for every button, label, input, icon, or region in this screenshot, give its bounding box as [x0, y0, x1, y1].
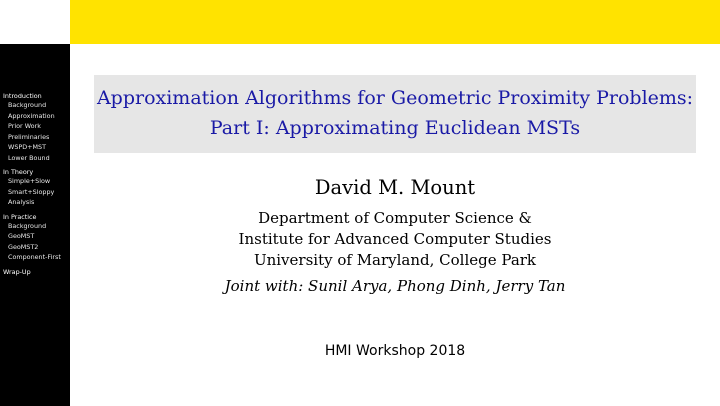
nav-item-component-first[interactable]: Component-First — [8, 253, 61, 261]
nav-section-wrap-up[interactable]: Wrap-Up — [3, 267, 31, 276]
nav-item-geomst2[interactable]: GeoMST2 — [8, 242, 39, 251]
slide-title-line-2: Part I: Approximating Euclidean MSTs — [209, 117, 581, 139]
joint-authors: Joint with: Sunil Arya, Phong Dinh, Jerry Tan — [224, 277, 566, 295]
nav-list — [3, 92, 69, 276]
header-bar — [0, 0, 720, 44]
title-box — [94, 75, 696, 153]
nav-item-lower-bound[interactable]: Lower Bound — [8, 153, 50, 162]
nav-item-preliminaries[interactable]: Preliminaries — [8, 132, 50, 141]
nav-item-prior-work[interactable]: Prior Work — [8, 122, 41, 130]
affiliation-line-3: University of Maryland, College Park — [253, 251, 537, 269]
nav-item-background-2[interactable]: Background — [8, 221, 47, 230]
event-name: HMI Workshop 2018 — [324, 343, 466, 359]
nav-item-background[interactable]: Background — [8, 101, 47, 109]
affiliation-line-1: Department of Computer Science & — [258, 209, 532, 227]
nav-section-in-theory[interactable]: In Theory — [3, 168, 34, 176]
nav-section-in-practice[interactable]: In Practice — [3, 212, 37, 221]
author-name: David M. Mount — [314, 176, 476, 199]
nav-item-wspd-mst[interactable]: WSPD+MST — [8, 143, 46, 151]
sidebar-navigation — [0, 44, 70, 406]
affiliation-line-2: Institute for Advanced Computer Studies — [238, 230, 552, 248]
nav-section-introduction[interactable]: Introduction — [3, 92, 42, 100]
nav-item-smart-sloppy[interactable]: Smart+Sloppy — [8, 187, 55, 196]
slide-title-line-1: Approximation Algorithms for Geometric Proximity Problems: — [96, 87, 694, 109]
nav-item-analysis[interactable]: Analysis — [8, 198, 35, 206]
nav-item-approximation[interactable]: Approximation — [8, 111, 55, 120]
header-corner — [0, 0, 70, 44]
nav-item-simple-slow[interactable]: Simple+Slow — [8, 177, 51, 185]
nav-item-geomst[interactable]: GeoMST — [8, 232, 35, 240]
